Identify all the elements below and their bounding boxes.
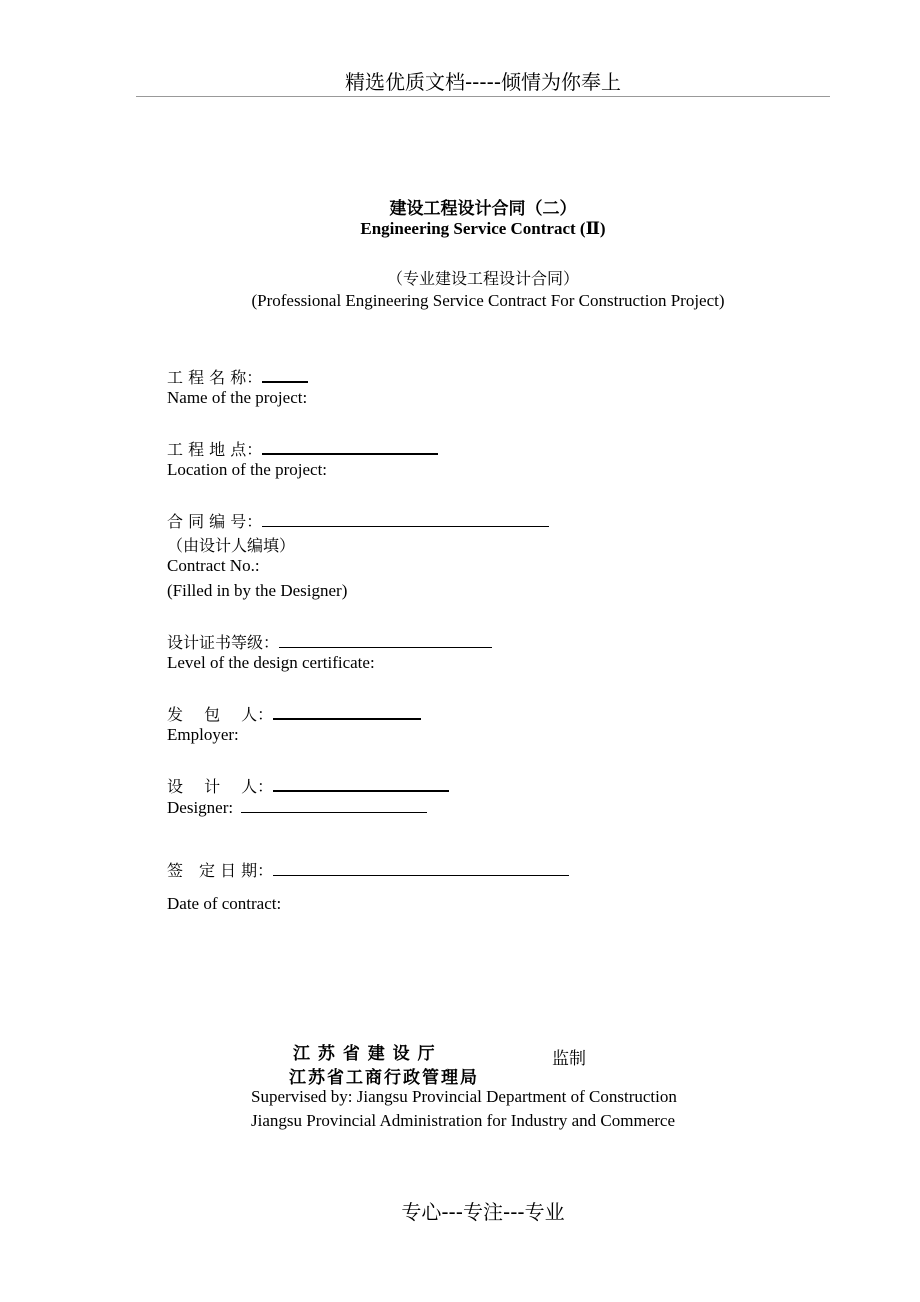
field-employer [167,702,421,725]
employer-blank[interactable] [273,718,421,720]
designer-en-blank[interactable] [241,812,427,813]
date-blank[interactable] [273,875,569,876]
field-label-en: Date of contract: [167,894,282,913]
supervised-by-en-2: Jiangsu Provincial Administration for Industry and Commerce [251,1111,675,1130]
field-designer [167,774,449,797]
contract-no-blank[interactable] [262,526,549,527]
field-label-en: Contract No.: [167,556,260,575]
field-label-cn: 设计证书等级： [167,633,280,652]
location-blank[interactable] [262,453,438,455]
field-label-cn: 合 同 编 号： [167,512,263,531]
field-label-cn: 工 程 地 点： [167,440,263,459]
field-label-cn: 工 程 名 称： [167,368,263,387]
title-chinese: 建设工程设计合同（二） [389,199,577,219]
field-label-en: Level of the design certificate: [167,653,375,672]
cert-level-blank[interactable] [279,647,492,648]
field-project-name [167,365,308,388]
supervising-dept-construction: 江 苏 省 建 设 厅 [293,1044,436,1064]
field-cert-level [167,630,492,653]
field-label-en: Designer: [167,798,234,817]
field-contract-no [167,509,549,532]
page-footer: 专心---专注---专业 [401,1200,565,1224]
title-english: Engineering Service Contract (Ⅱ) [360,219,606,238]
designer-cn-blank[interactable] [273,790,449,792]
project-name-blank[interactable] [262,381,308,383]
subtitle-english: (Professional Engineering Service Contract For Construction Project) [251,291,725,310]
field-note-cn: （由设计人编填） [167,536,296,555]
supervised-by-en-1: Supervised by: Jiangsu Provincial Department of Construction [251,1087,677,1106]
page-header: 精选优质文档-----倾情为你奉上 [344,70,622,94]
supervised-mark: 监制 [552,1049,586,1069]
field-label-en: Location of the project: [167,460,328,479]
field-label-cn: 发 包 人： [167,705,274,724]
field-label-en: Name of the project: [167,388,308,407]
field-location [167,437,438,460]
header-divider [136,96,830,97]
subtitle-chinese: （专业建设工程设计合同） [386,269,579,288]
field-label-en: Employer: [167,725,239,744]
field-date [167,858,569,881]
field-label-cn: 签 定 日 期： [167,861,274,880]
field-label-cn: 设 计 人： [167,777,274,796]
field-note-en: (Filled in by the Designer) [167,581,348,600]
field-designer-en [167,798,427,818]
supervising-dept-commerce: 江苏省工商行政管理局 [289,1068,479,1088]
